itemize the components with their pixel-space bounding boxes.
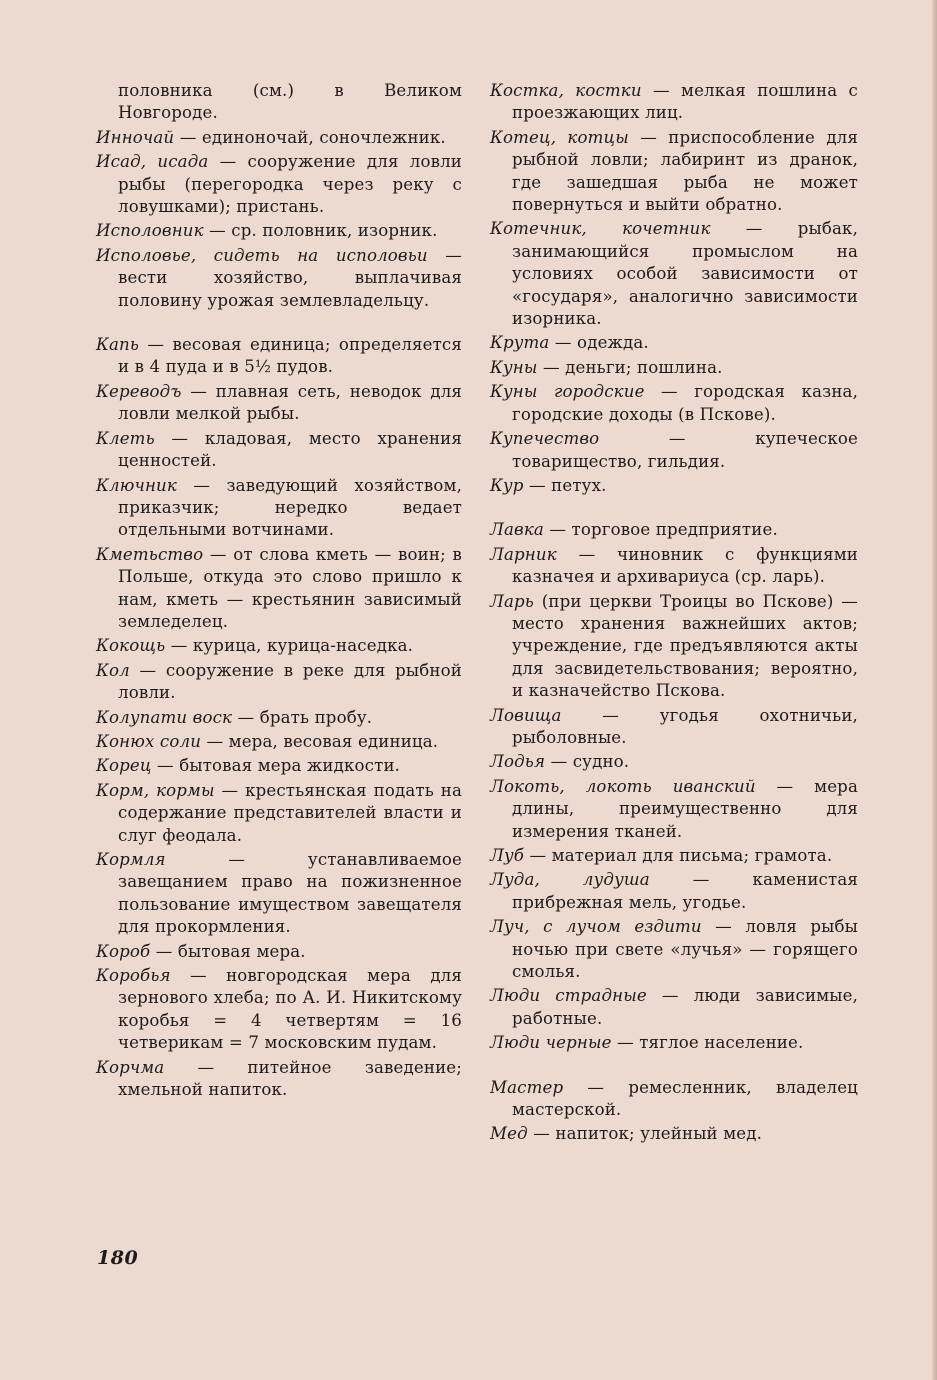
glossary-entry <box>96 80 462 125</box>
entry-term: Кур <box>490 475 524 495</box>
entry-definition: — рыбак, занимающийся промыслом на условиях особой зависимости от «государя», аналогично зависимости изорника. <box>512 219 858 329</box>
entry-definition: — материал для письма; грамота. <box>524 846 833 865</box>
glossary-entry <box>96 755 462 777</box>
entry-term: Мед <box>490 1124 528 1144</box>
entry-definition: — бытовая мера жидкости. <box>151 756 401 776</box>
entry-term: Кереводъ <box>96 381 182 401</box>
glossary-entry <box>490 519 858 541</box>
entry-definition: — питейное заведение; хмельной напиток. <box>118 1057 462 1100</box>
entry-definition: половника (см.) в Великом Новгороде. <box>118 81 462 123</box>
entry-term: Коробья <box>96 966 171 986</box>
entry-term: Конюх соли <box>96 731 202 751</box>
entry-definition: — весовая единица; определяется и в 4 пуда и в 5½ пудов. <box>118 335 462 377</box>
glossary-entry <box>490 776 858 843</box>
entry-term: Кокощь <box>96 636 166 656</box>
glossary-entry <box>96 127 462 149</box>
entry-term: Капь <box>96 335 140 355</box>
entry-term: Купечество <box>490 429 600 449</box>
left-column <box>96 80 462 1103</box>
entry-term: Котечник, кочетник <box>490 219 711 239</box>
entry-definition: — бытовая мера. <box>150 941 306 961</box>
glossary-entry <box>96 707 462 729</box>
glossary-entry <box>490 845 858 867</box>
entry-definition: — приспособление для рыбной ловли; лабиринт из дранок, где зашедшая рыба не может повернуться и выйти обратно. <box>512 127 858 215</box>
glossary-entry <box>96 965 462 1055</box>
entry-definition: — заведующий хозяйством, приказчик; нередко ведает отдельными вотчинами. <box>118 475 462 540</box>
entry-definition: — каменистая прибрежная мель, угодье. <box>512 870 858 912</box>
entry-term: Лодья <box>490 752 546 772</box>
entry-definition: — единоночай, соночлежник. <box>174 127 446 147</box>
entry-definition: — люди зависимые, работные. <box>512 986 858 1028</box>
entry-definition: — вести хозяйство, выплачивая половину урожая землевладельцу. <box>118 245 462 310</box>
entry-definition: — мера, весовая единица. <box>201 731 439 751</box>
glossary-entry <box>96 381 462 426</box>
glossary-entry <box>490 127 858 217</box>
entry-term: Луб <box>490 846 525 865</box>
entry-term: Корец <box>96 756 152 776</box>
glossary-entry <box>96 780 462 847</box>
entry-term: Люди черные <box>490 1033 612 1053</box>
entry-definition: — угодья охотничьи, рыболовные. <box>512 705 858 747</box>
page-edge <box>932 0 937 1380</box>
entry-term: Люди страдные <box>490 986 647 1006</box>
glossary-entry <box>96 245 462 312</box>
glossary-entry <box>96 220 462 242</box>
entry-definition: — деньги; пошлина. <box>537 357 723 377</box>
entry-definition: — тяглое население. <box>611 1033 804 1053</box>
entry-term: Исполовник <box>96 221 204 241</box>
entry-definition: — крестьянская подать на содержание представителей власти и слуг феодала. <box>118 780 462 845</box>
glossary-entry <box>96 660 462 705</box>
entry-definition: — сооружение для ловли рыбы (перегородка через реку с ловушками); пристань. <box>118 152 462 217</box>
glossary-entry <box>96 635 462 657</box>
entry-definition: — напиток; улейный мед. <box>527 1124 763 1144</box>
glossary-entry <box>490 475 858 497</box>
entry-term: Исполовье, сидеть на исполовьи <box>96 245 428 265</box>
glossary-entry <box>490 332 858 354</box>
entry-term: Ларник <box>490 544 557 564</box>
entry-definition: — торговое предприятие. <box>543 520 778 540</box>
entry-definition: (при церкви Троицы во Пскове) — место хранения важнейших актов; учреждение, где предъявляются акты для засвидетельствования; вероятно, и казначейство Пскова. <box>512 591 858 701</box>
glossary-entry <box>96 475 462 542</box>
entry-definition: — плавная сеть, неводок для ловли мелкой рыбы. <box>118 381 462 424</box>
entry-term: Луч, с лучом ездити <box>490 917 702 937</box>
glossary-entry <box>490 705 858 750</box>
glossary-entry <box>96 151 462 218</box>
glossary-entry <box>96 941 462 963</box>
glossary-entry <box>490 751 858 773</box>
entry-definition: — курица, курица-наседка. <box>165 636 414 656</box>
glossary-entry <box>490 80 858 125</box>
entry-definition: — судно. <box>545 752 630 772</box>
entry-term: Кметьство <box>96 544 204 564</box>
entry-term: Куны <box>490 357 538 377</box>
glossary-entry <box>490 869 858 914</box>
glossary-entry <box>490 591 858 703</box>
glossary-entry <box>490 1123 858 1145</box>
entry-term: Корм, кормы <box>96 780 215 800</box>
entry-definition: — городская казна, городские доходы (в Пскове). <box>512 382 858 424</box>
glossary-entry <box>490 218 858 330</box>
entry-term: Луда, лудуша <box>490 870 650 890</box>
entry-definition: — мелкая пошлина с проезжающих лиц. <box>512 81 858 123</box>
entry-term: Клеть <box>96 428 155 448</box>
entry-definition: — устанавливаемое завещанием право на пожизненное пользование имуществом завещателя для прокормления. <box>118 850 462 937</box>
entry-term: Колупати воск <box>96 707 233 727</box>
entry-term: Котец, котцы <box>490 127 629 147</box>
entry-term: Корчма <box>96 1057 165 1077</box>
entry-definition: — кладовая, место хранения ценностей. <box>118 428 462 471</box>
glossary-entry <box>490 1032 858 1054</box>
entry-term: Ловища <box>490 705 562 725</box>
glossary-entry <box>490 1077 858 1122</box>
glossary-entry <box>96 731 462 753</box>
glossary-entry <box>490 544 858 589</box>
entry-definition: — ловля рыбы ночью при свете «лучья» — горящего смолья. <box>512 917 859 982</box>
entry-term: Ларь <box>490 591 534 611</box>
glossary-entry <box>490 381 858 426</box>
entry-definition: — брать пробу. <box>232 707 373 727</box>
entry-definition: — ср. половник, изорник. <box>203 221 438 241</box>
entry-term: Куны городские <box>490 382 645 402</box>
glossary-entry <box>96 1057 462 1102</box>
entry-term: Исад, исада <box>96 152 209 172</box>
entry-term: Кол <box>96 660 130 680</box>
entry-term: Кормля <box>96 850 166 869</box>
entry-definition: — купеческое товарищество, гильдия. <box>512 429 858 471</box>
entry-term: Крута <box>490 333 550 353</box>
glossary-entry <box>490 428 858 473</box>
entry-definition: — петух. <box>523 475 607 495</box>
entry-definition: — от слова кметь — воин; в Польше, откуда это слово пришло к нам, кметь — крестьянин зависимый земледелец. <box>118 544 462 631</box>
glossary-entry <box>96 428 462 473</box>
entry-term: Лавка <box>490 520 544 540</box>
glossary-entry <box>96 544 462 634</box>
entry-term: Инночай <box>96 127 175 147</box>
entry-definition: — мера длины, преимущественно для измерения тканей. <box>512 776 858 841</box>
entry-term: Мастер <box>490 1077 564 1097</box>
entry-term: Ключник <box>96 475 177 495</box>
glossary-entry <box>96 849 462 939</box>
glossary-entry <box>490 916 858 983</box>
entry-term: Короб <box>96 941 151 961</box>
entry-term: Локоть, локоть иванский <box>490 776 756 796</box>
entry-definition: — чиновник с функциями казначея и архивариуса (ср. ларь). <box>512 544 858 587</box>
right-column <box>490 80 858 1148</box>
page-number: 180 <box>97 1247 139 1269</box>
glossary-entry <box>490 985 858 1030</box>
glossary-entry <box>96 334 462 379</box>
entry-definition: — сооружение в реке для рыбной ловли. <box>118 660 462 703</box>
entry-definition: — одежда. <box>549 333 649 353</box>
entry-definition: — ремесленник, владелец мастерской. <box>512 1077 858 1120</box>
entry-term: Костка, костки <box>490 81 642 100</box>
entry-definition: — новгородская мера для зернового хлеба; по А. И. Никитскому коробья = 4 четвертям = 16 четверикам = 7 московским пудам. <box>118 966 462 1053</box>
glossary-entry <box>490 357 858 379</box>
